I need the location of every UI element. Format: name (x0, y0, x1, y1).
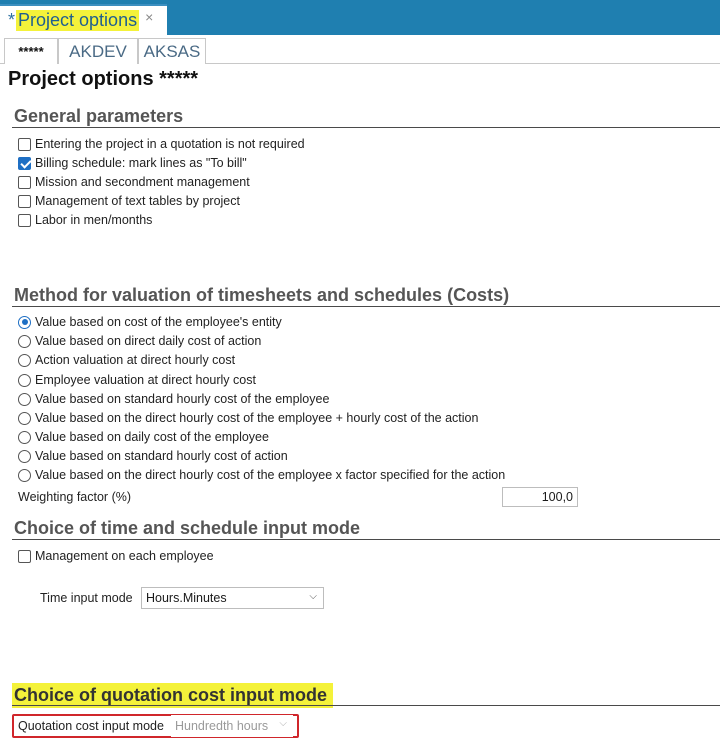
checkbox-box[interactable] (18, 214, 31, 227)
radio-action-direct-hourly[interactable] (18, 351, 235, 369)
checkbox-label: Mission and secondment management (35, 175, 250, 189)
radio-button[interactable] (18, 469, 31, 482)
checkbox-mission-secondment[interactable] (18, 173, 250, 191)
radio-employee-plus-action-hourly[interactable] (18, 409, 478, 427)
time-input-mode-select[interactable] (141, 587, 324, 609)
checkbox-quotation-not-required[interactable] (18, 135, 305, 153)
radio-standard-hourly-action[interactable] (18, 447, 288, 465)
radio-direct-daily-cost-action[interactable] (18, 332, 261, 350)
section-title-quotation: Choice of quotation cost input mode (12, 683, 333, 708)
radio-employee-direct-hourly[interactable] (18, 371, 256, 389)
radio-label: Value based on the direct hourly cost of the employee x factor specified for the action (35, 468, 506, 482)
weighting-factor-label: Weighting factor (%) (18, 490, 132, 504)
document-tab-strip (0, 0, 720, 35)
chevron-down-icon: ⌵ (309, 591, 317, 602)
radio-label: Value based on daily cost of the employee (35, 430, 269, 444)
modified-indicator: * (8, 10, 16, 30)
time-input-mode-label: Time input mode (40, 591, 133, 605)
time-input-mode-value: Hours.Minutes (146, 591, 227, 605)
radio-button[interactable] (18, 335, 31, 348)
radio-label: Value based on the direct hourly cost of the employee + hourly cost of the action (35, 411, 479, 425)
checkbox-box[interactable] (18, 176, 31, 189)
document-tab-project-options[interactable] (0, 4, 167, 35)
radio-label: Action valuation at direct hourly cost (35, 353, 236, 367)
checkbox-labor-men-months[interactable] (18, 211, 152, 229)
checkbox-management-each-employee[interactable] (18, 547, 214, 565)
section-divider (12, 705, 720, 706)
checkbox-box[interactable] (18, 195, 31, 208)
radio-standard-hourly-employee[interactable] (18, 390, 329, 408)
section-title-valuation: Method for valuation of timesheets and schedules (Costs) (14, 285, 510, 305)
radio-label: Value based on standard hourly cost of the employee (35, 392, 330, 406)
radio-button[interactable] (18, 354, 31, 367)
tab-aksas[interactable]: AKSAS (138, 38, 206, 64)
checkbox-label: Billing schedule: mark lines as "To bill" (35, 156, 247, 170)
chevron-down-icon: ⌵ (279, 718, 287, 729)
radio-button[interactable] (18, 393, 31, 406)
radio-label: Employee valuation at direct hourly cost (35, 373, 256, 387)
close-icon[interactable]: × (145, 8, 154, 25)
radio-button[interactable] (18, 431, 31, 444)
section-divider (12, 127, 720, 128)
quotation-cost-input-mode-value: Hundredth hours (175, 719, 269, 733)
tab-akdev[interactable]: AKDEV (58, 38, 138, 64)
radio-button[interactable] (18, 412, 31, 425)
checkbox-label: Entering the project in a quotation is not required (35, 137, 305, 151)
radio-button-selected[interactable] (18, 316, 31, 329)
radio-button[interactable] (18, 374, 31, 387)
checkbox-billing-schedule[interactable] (18, 154, 247, 172)
weighting-factor-input[interactable]: 100,0 (502, 487, 578, 507)
quotation-cost-input-mode-select[interactable] (171, 715, 293, 737)
folder-tabs (0, 35, 720, 64)
section-title-time-input: Choice of time and schedule input mode (14, 518, 361, 538)
tab-default-folder[interactable]: ***** (4, 38, 58, 64)
checkbox-label: Management on each employee (35, 549, 214, 563)
radio-label: Value based on cost of the employee's entity (35, 315, 282, 329)
checkbox-label: Labor in men/months (35, 213, 153, 227)
radio-label: Value based on direct daily cost of action (35, 334, 262, 348)
document-tab-title: Project options (18, 10, 138, 30)
checkbox-box[interactable] (18, 138, 31, 151)
checkbox-box-checked[interactable] (18, 157, 31, 170)
radio-daily-cost-employee[interactable] (18, 428, 269, 446)
checkbox-box[interactable] (18, 550, 31, 563)
radio-label: Value based on standard hourly cost of action (35, 449, 288, 463)
section-divider (12, 306, 720, 307)
radio-button[interactable] (18, 450, 31, 463)
radio-employee-entity-cost[interactable] (18, 313, 282, 331)
checkbox-text-tables[interactable] (18, 192, 240, 210)
checkbox-label: Management of text tables by project (35, 194, 240, 208)
section-divider (12, 539, 720, 540)
page-title: Project options ***** (8, 68, 199, 90)
section-title-general: General parameters (14, 106, 184, 126)
radio-employee-times-factor[interactable] (18, 466, 505, 484)
quotation-cost-input-mode-label: Quotation cost input mode (18, 719, 164, 733)
